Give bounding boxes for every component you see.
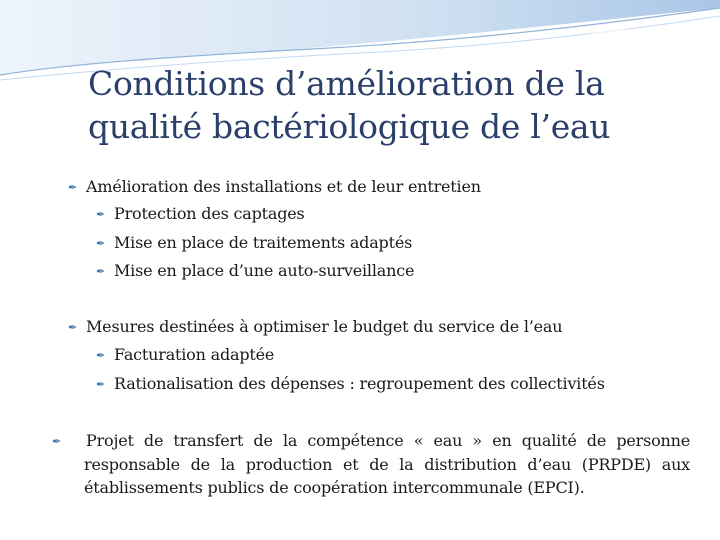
feather-bullet-icon: ✒ — [52, 435, 62, 448]
feather-bullet-icon: ✒ — [96, 208, 106, 221]
slide-title — [88, 62, 688, 148]
slide-title-line-2: qualité bactériologique de l’eau — [88, 107, 611, 146]
feather-bullet-icon: ✒ — [96, 265, 106, 278]
section-2-item-1 — [96, 343, 274, 367]
section-1-item-2 — [96, 231, 412, 255]
section-1-item-3 — [96, 259, 414, 283]
section-1-heading — [68, 175, 481, 199]
feather-bullet-icon: ✒ — [96, 378, 106, 391]
feather-bullet-icon: ✒ — [68, 321, 78, 334]
section-1-item-2-text: Mise en place de traitements adaptés — [114, 233, 413, 252]
section-2-item-2-text: Rationalisation des dépenses : regroupement des collectivités — [114, 374, 605, 393]
feather-bullet-icon: ✒ — [68, 181, 78, 194]
feather-bullet-icon: ✒ — [96, 237, 106, 250]
feather-bullet-icon: ✒ — [96, 349, 106, 362]
slide-title-line-1: Conditions d’amélioration de la — [88, 64, 605, 103]
project-paragraph-text: Projet de transfert de la compétence « eau » en qualité de personne responsable de la production et de la distribution d’eau (PRPDE) aux établissements publics de coopération intercommunale (EPCI). — [84, 431, 690, 497]
section-1-item-3-text: Mise en place d’une auto-surveillance — [114, 261, 415, 280]
section-2-heading-text: Mesures destinées à optimiser le budget du service de l’eau — [86, 317, 563, 336]
section-2-item-1-text: Facturation adaptée — [114, 345, 275, 364]
section-1-item-1 — [96, 202, 305, 226]
project-paragraph — [52, 429, 690, 499]
section-1-item-1-text: Protection des captages — [114, 204, 305, 223]
section-2-item-2 — [96, 372, 605, 396]
section-2-heading — [68, 315, 562, 339]
section-1-heading-text: Amélioration des installations et de leur entretien — [86, 177, 481, 196]
